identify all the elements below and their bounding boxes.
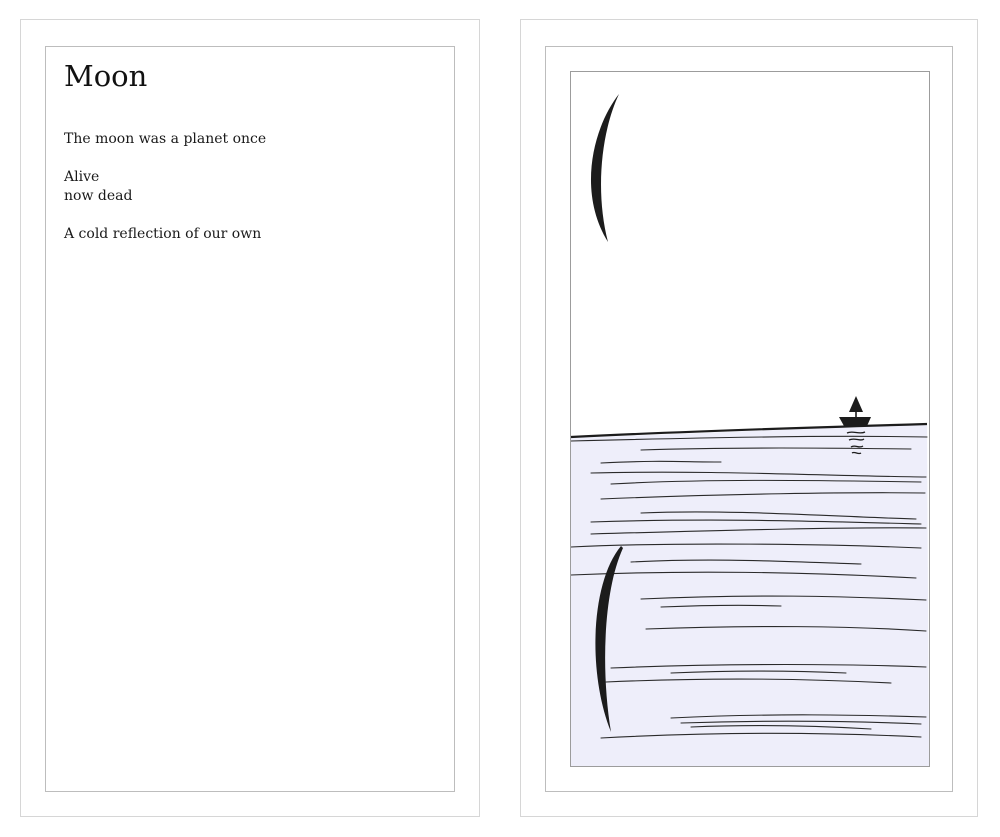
stanza-1 bbox=[64, 130, 266, 149]
left-page-frame bbox=[45, 46, 455, 792]
boat-hull bbox=[839, 417, 871, 426]
ink-illustration bbox=[570, 71, 930, 767]
right-page bbox=[520, 19, 978, 817]
poem-line: now dead bbox=[64, 188, 133, 204]
illustration-canvas bbox=[571, 72, 929, 766]
poem-title: Moon bbox=[64, 59, 148, 93]
stanza-3 bbox=[64, 225, 266, 244]
left-page bbox=[20, 19, 480, 817]
right-page-frame bbox=[545, 46, 953, 792]
poem-line: A cold reflection of our own bbox=[64, 226, 262, 242]
poem-line: The moon was a planet once bbox=[64, 131, 267, 147]
poem-body bbox=[64, 130, 266, 263]
stanza-2 bbox=[64, 168, 266, 206]
sea-area bbox=[571, 424, 929, 766]
poem-line: Alive bbox=[64, 169, 100, 185]
